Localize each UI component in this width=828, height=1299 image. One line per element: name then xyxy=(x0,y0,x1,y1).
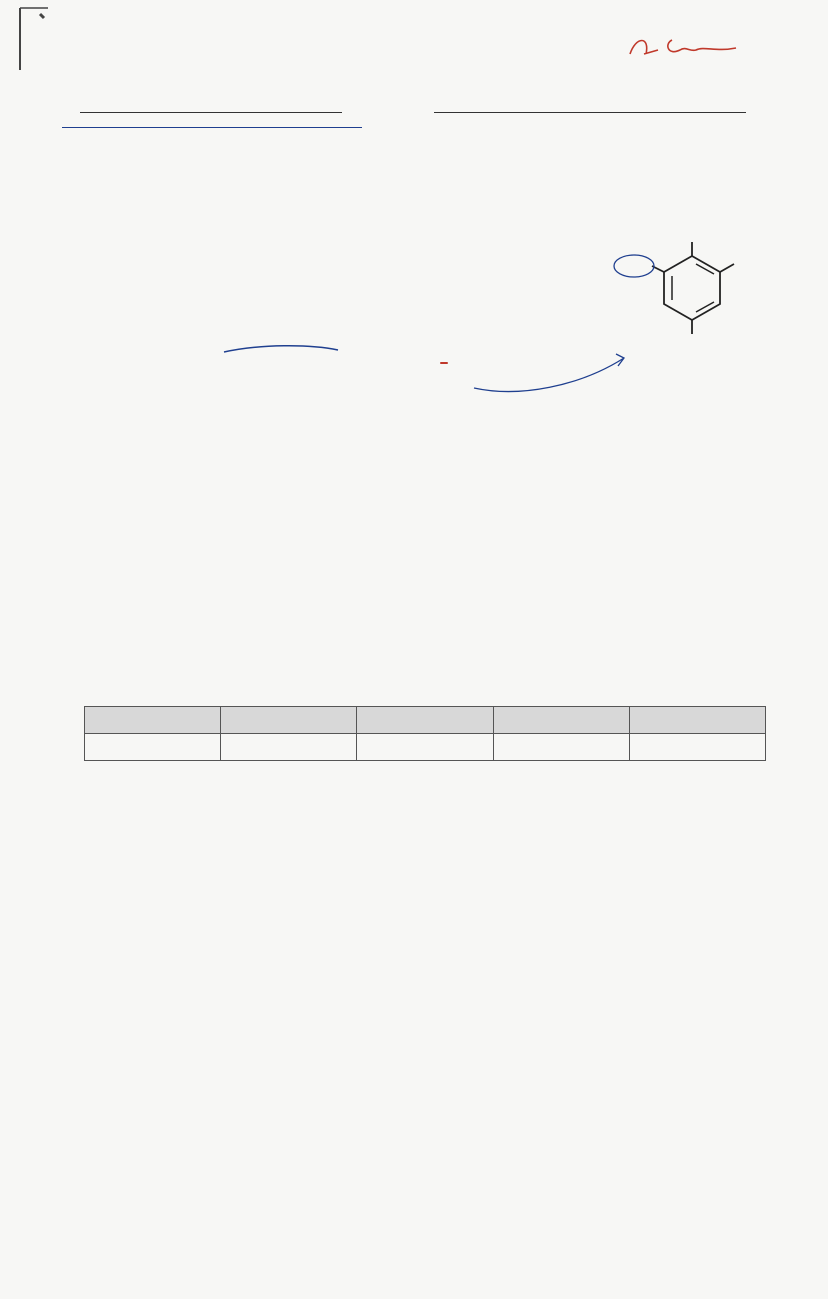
table-header-cell xyxy=(221,707,357,734)
teacher-signature-drawing xyxy=(624,32,744,68)
table-cell xyxy=(357,734,493,761)
task2-intro xyxy=(104,430,764,432)
name-underline xyxy=(434,112,746,113)
table-cell xyxy=(629,734,765,761)
table-header-row xyxy=(85,707,766,734)
tnt-structure xyxy=(610,200,790,360)
table-header-cell xyxy=(85,707,221,734)
table-cell xyxy=(221,734,357,761)
table-header-cell xyxy=(357,707,493,734)
table-row xyxy=(85,734,766,761)
grade-scale xyxy=(62,126,402,129)
task1-annotation-strokes xyxy=(220,336,630,406)
table-header-cell xyxy=(629,707,765,734)
table-cell xyxy=(493,734,629,761)
page-corner-mark xyxy=(0,0,60,80)
table-cell xyxy=(85,734,221,761)
data-table xyxy=(84,706,766,761)
exam-label-underline xyxy=(80,112,342,113)
table-header-cell xyxy=(493,707,629,734)
